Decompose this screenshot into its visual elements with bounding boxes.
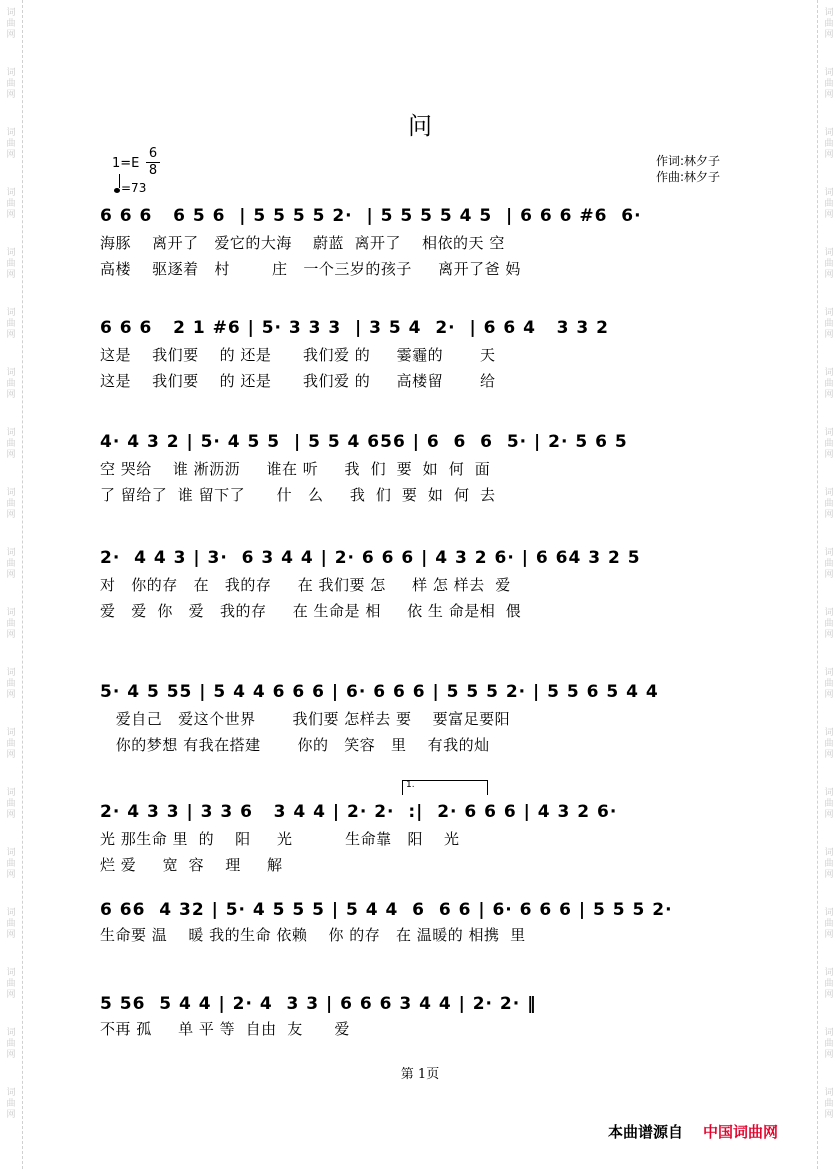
lyric-verse-2: 高楼 驱逐着 村 庄 一个三岁的孩子 离开了爸 妈 — [100, 260, 521, 278]
watermark-text: 词 曲 网 — [824, 548, 834, 580]
notation-line: 6 6 6 6 5 6 | 5 5 5 5 2· | 5 5 5 5 4 5 | 6 6 6 #6 6· — [100, 206, 642, 226]
notation-line: 5· 4 5 55 | 5 4 4 6 6 6 | 6· 6 6 6 | 5 5 5 2· | 5 5 6 5 4 4 — [100, 682, 659, 702]
watermark-text: 词 曲 网 — [6, 308, 16, 340]
page-number: 第 1页 — [400, 1067, 440, 1082]
source-label: 本曲谱源自 — [608, 1123, 684, 1141]
notation-line: 2· 4 3 3 | 3 3 6 3 4 4 | 2· 2· :| 2· 6 6 6 | 4 3 2 6· — [100, 802, 618, 822]
watermark-text: 词 曲 网 — [824, 488, 834, 520]
watermark-text: 词 曲 网 — [824, 368, 834, 400]
lyric-verse-2: 了 留给了 谁 留下了 什 么 我 们 要 如 何 去 — [100, 486, 496, 504]
watermark-text: 词 曲 网 — [6, 548, 16, 580]
watermark-text: 词 曲 网 — [824, 728, 834, 760]
watermark-text: 词 曲 网 — [824, 908, 834, 940]
watermark-text: 词 曲 网 — [824, 1028, 834, 1060]
source-brand-link[interactable]: 中国词曲网 — [703, 1123, 779, 1141]
lyric-verse-1: 空 哭给 谁 淅沥沥 谁在 听 我 们 要 如 何 面 — [100, 460, 491, 478]
time-signature — [146, 146, 160, 179]
watermark-text: 词 曲 网 — [6, 1028, 16, 1060]
watermark-text: 词 曲 网 — [6, 968, 16, 1000]
notation-line: 5 56 5 4 4 | 2· 4 3 3 | 6 6 6 3 4 4 | 2· 2· ‖ — [100, 994, 537, 1014]
watermark-text: 词 曲 网 — [824, 668, 834, 700]
notation-line: 2· 4 4 3 | 3· 6 3 4 4 | 2· 6 6 6 | 4 3 2 6· | 6 64 3 2 5 — [100, 548, 641, 568]
watermark-text: 词 曲 网 — [6, 8, 16, 40]
lyric-verse-1: 光 那生命 里 的 阳 光 生命靠 阳 光 — [100, 830, 460, 848]
notation-line: 6 6 6 2 1 #6 | 5· 3 3 3 | 3 5 4 2· | 6 6 4 3 3 2 — [100, 318, 609, 338]
watermark-text: 词 曲 网 — [6, 428, 16, 460]
watermark-text: 词 曲 网 — [6, 1088, 16, 1120]
watermark-text: 词 曲 网 — [824, 848, 834, 880]
first-ending-bracket — [402, 780, 488, 795]
time-signature-bottom: 8 — [146, 162, 160, 179]
lyric-verse-2: 你的梦想 有我在搭建 你的 笑容 里 有我的灿 — [100, 736, 490, 754]
lyric-verse-2: 爱 爱 你 爱 我的存 在 生命是 相 依 生 命是相 偎 — [100, 602, 522, 620]
watermark-text: 词 曲 网 — [6, 668, 16, 700]
song-title: 问 — [408, 112, 432, 140]
left-watermark-strip — [0, 0, 23, 1169]
watermark-text: 词 曲 网 — [6, 728, 16, 760]
notation-line: 4· 4 3 2 | 5· 4 5 5 | 5 5 4 656 | 6 6 6 5· | 2· 5 6 5 — [100, 432, 628, 452]
watermark-text: 词 曲 网 — [824, 308, 834, 340]
lyric-verse-1: 海豚 离开了 爱它的大海 蔚蓝 离开了 相依的天 空 — [100, 234, 505, 252]
note-stem — [119, 174, 120, 188]
lyric-verse-2: 这是 我们要 的 还是 我们爱 的 高楼留 给 — [100, 372, 496, 390]
lyric-verse-1: 对 你的存 在 我的存 在 我们要 怎 样 怎 样去 爱 — [100, 576, 511, 594]
lyric-verse-1: 这是 我们要 的 还是 我们爱 的 霎霾的 天 — [100, 346, 496, 364]
lyricist-credit: 作词:林夕子 — [656, 154, 721, 168]
watermark-text: 词 曲 网 — [824, 188, 834, 220]
tempo-marking — [114, 178, 146, 195]
watermark-text: 词 曲 网 — [824, 968, 834, 1000]
watermark-text: 词 曲 网 — [824, 608, 834, 640]
quarter-note-icon — [114, 188, 120, 193]
lyric-verse-2: 烂 爱 宽 容 理 解 — [100, 856, 283, 874]
watermark-text: 词 曲 网 — [6, 188, 16, 220]
watermark-text: 词 曲 网 — [824, 788, 834, 820]
source-credit — [608, 1121, 778, 1142]
watermark-text: 词 曲 网 — [6, 68, 16, 100]
volta-label: 1. — [406, 780, 415, 790]
time-signature-top: 6 — [148, 146, 158, 161]
lyric-verse-1: 生命要 温 暖 我的生命 依赖 你 的存 在 温暖的 相携 里 — [100, 926, 526, 944]
watermark-text: 词 曲 网 — [824, 248, 834, 280]
watermark-text: 词 曲 网 — [6, 248, 16, 280]
watermark-text: 词 曲 网 — [6, 788, 16, 820]
watermark-text: 词 曲 网 — [6, 848, 16, 880]
watermark-text: 词 曲 网 — [824, 128, 834, 160]
key-signature: 1=E — [112, 156, 140, 171]
tempo-value: =73 — [121, 181, 147, 195]
watermark-text: 词 曲 网 — [6, 128, 16, 160]
watermark-text: 词 曲 网 — [6, 488, 16, 520]
watermark-text: 词 曲 网 — [6, 368, 16, 400]
lyric-verse-1: 爱自己 爱这个世界 我们要 怎样去 要 要富足要阳 — [100, 710, 511, 728]
lyric-verse-1: 不再 孤 单 平 等 自由 友 爱 — [100, 1020, 350, 1038]
watermark-text: 词 曲 网 — [824, 1088, 834, 1120]
watermark-text: 词 曲 网 — [6, 908, 16, 940]
composer-credit: 作曲:林夕子 — [656, 170, 721, 184]
notation-line: 6 66 4 32 | 5· 4 5 5 5 | 5 4 4 6 6 6 | 6· 6 6 6 | 5 5 5 2· — [100, 900, 673, 920]
watermark-text: 词 曲 网 — [6, 608, 16, 640]
right-watermark-strip — [817, 0, 840, 1169]
watermark-text: 词 曲 网 — [824, 68, 834, 100]
watermark-text: 词 曲 网 — [824, 428, 834, 460]
watermark-text: 词 曲 网 — [824, 8, 834, 40]
